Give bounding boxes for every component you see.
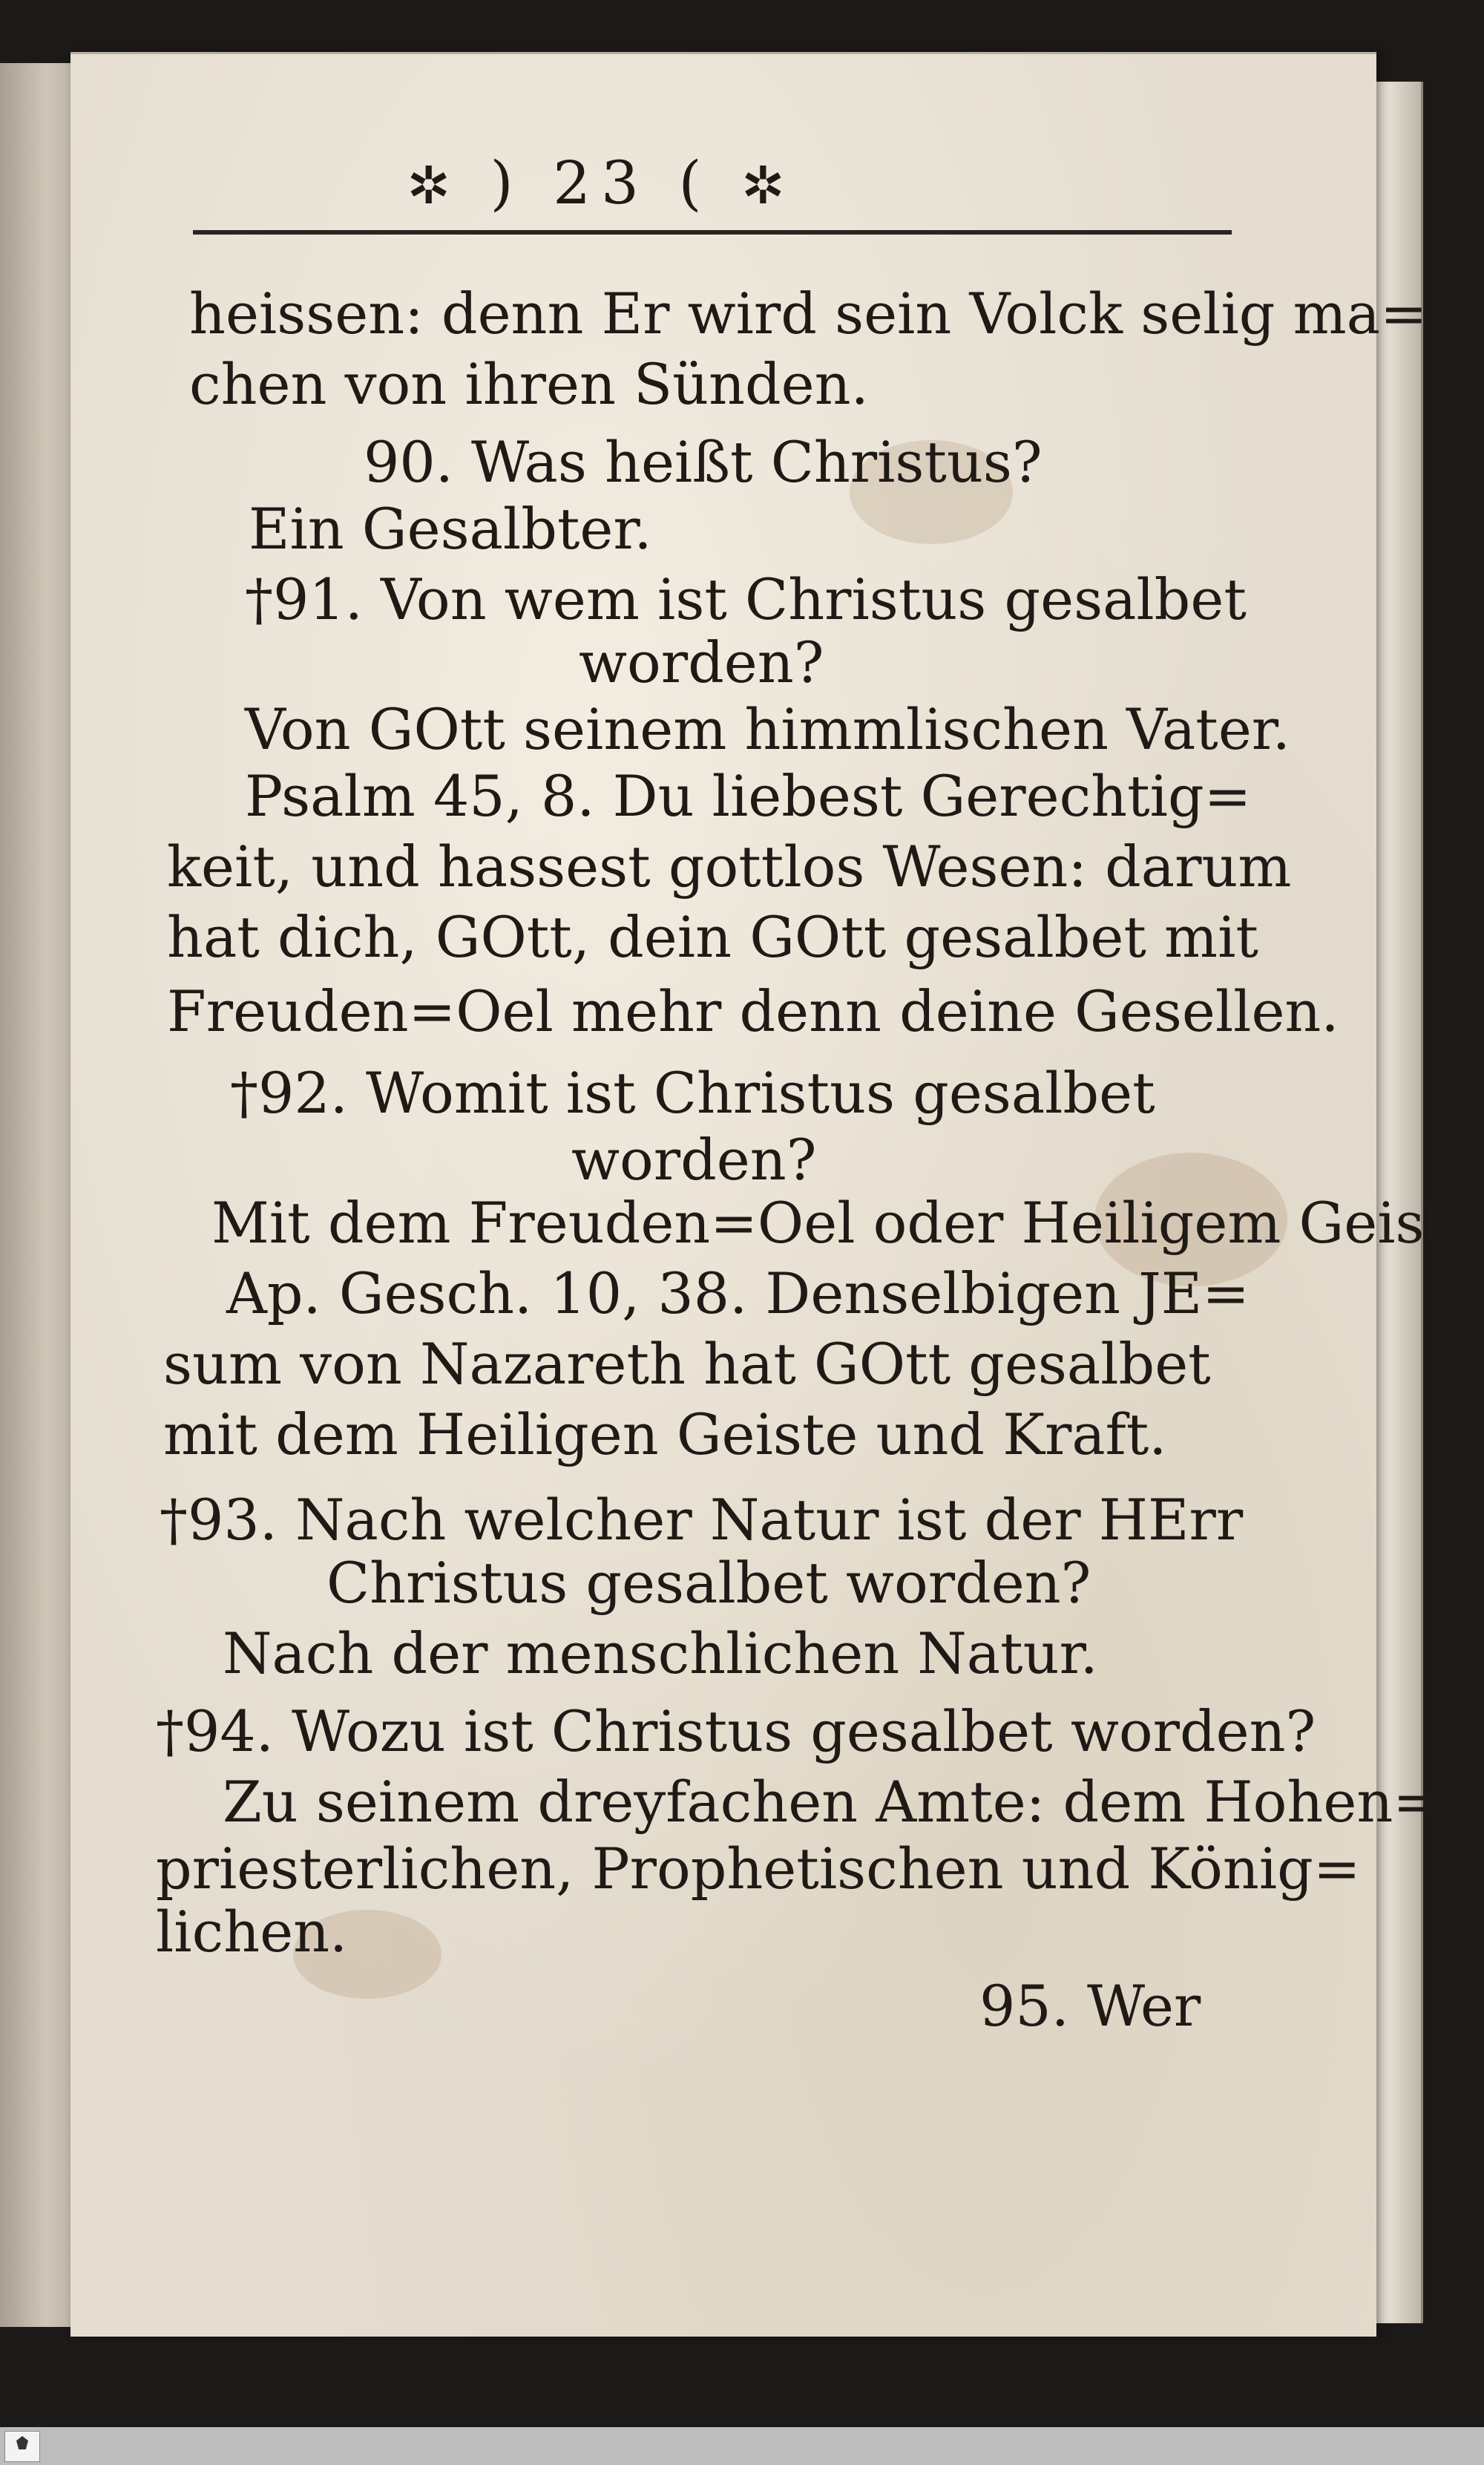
answer-93: Nach der menschlichen Natur. — [223, 1620, 1098, 1686]
question-92: †92. Womit ist Christus gesalbet — [230, 1060, 1155, 1126]
body-line: heissen: denn Er wird sein Volck selig ma= — [189, 281, 1428, 347]
page-number: ) 23 ( — [490, 148, 712, 217]
question-94: †94. Wozu ist Christus gesalbet worden? — [156, 1698, 1316, 1764]
answer-94: lichen. — [156, 1899, 348, 1965]
facing-page-edge — [0, 63, 81, 2327]
answer-92: Mit dem Freuden=Oel oder Heiligem Geist. — [211, 1190, 1465, 1256]
question-93-cont: Christus gesalbet worden? — [326, 1550, 1091, 1616]
question-91-cont: worden? — [579, 629, 824, 695]
body-line: chen von ihren Sünden. — [189, 351, 869, 417]
answer-91: Von GOtt seinem himmlischen Vater. — [245, 696, 1290, 762]
scripture-line: Freuden=Oel mehr denn deine Gesellen. — [167, 978, 1339, 1044]
answer-90: Ein Gesalbter. — [249, 496, 652, 562]
scripture-line: sum von Nazareth hat GOtt gesalbet — [163, 1331, 1211, 1397]
scripture-line: hat dich, GOtt, dein GOtt gesalbet mit — [167, 904, 1258, 970]
ornament-star-icon: ✲ — [407, 155, 462, 216]
question-90: 90. Was heißt Christus? — [364, 429, 1043, 495]
catchword: 95. Wer — [979, 1973, 1201, 2039]
logo-mark-icon — [16, 2436, 28, 2449]
answer-94: Zu seinem dreyfachen Amte: dem Hohen= — [223, 1769, 1440, 1835]
scripture-line: keit, und hassest gottlos Wesen: darum — [167, 834, 1292, 900]
viewer-footer-bar — [0, 2427, 1484, 2465]
scripture-line: Ap. Gesch. 10, 38. Denselbigen JE= — [226, 1260, 1250, 1326]
page-header-text — [193, 148, 1009, 217]
question-91: †91. Von wem ist Christus gesalbet — [245, 566, 1247, 632]
ornament-star-icon: ✲ — [741, 155, 795, 216]
header-rule — [193, 230, 1232, 235]
question-92-cont: worden? — [571, 1127, 817, 1193]
running-header — [193, 126, 1232, 238]
library-logo-icon — [4, 2431, 40, 2462]
scripture-line: Psalm 45, 8. Du liebest Gerechtig= — [245, 763, 1252, 829]
answer-94: priesterlichen, Prophetischen und König= — [156, 1836, 1361, 1902]
scripture-line: mit dem Heiligen Geiste und Kraft. — [163, 1401, 1167, 1467]
question-93: †93. Nach welcher Natur ist der HErr — [160, 1487, 1244, 1553]
